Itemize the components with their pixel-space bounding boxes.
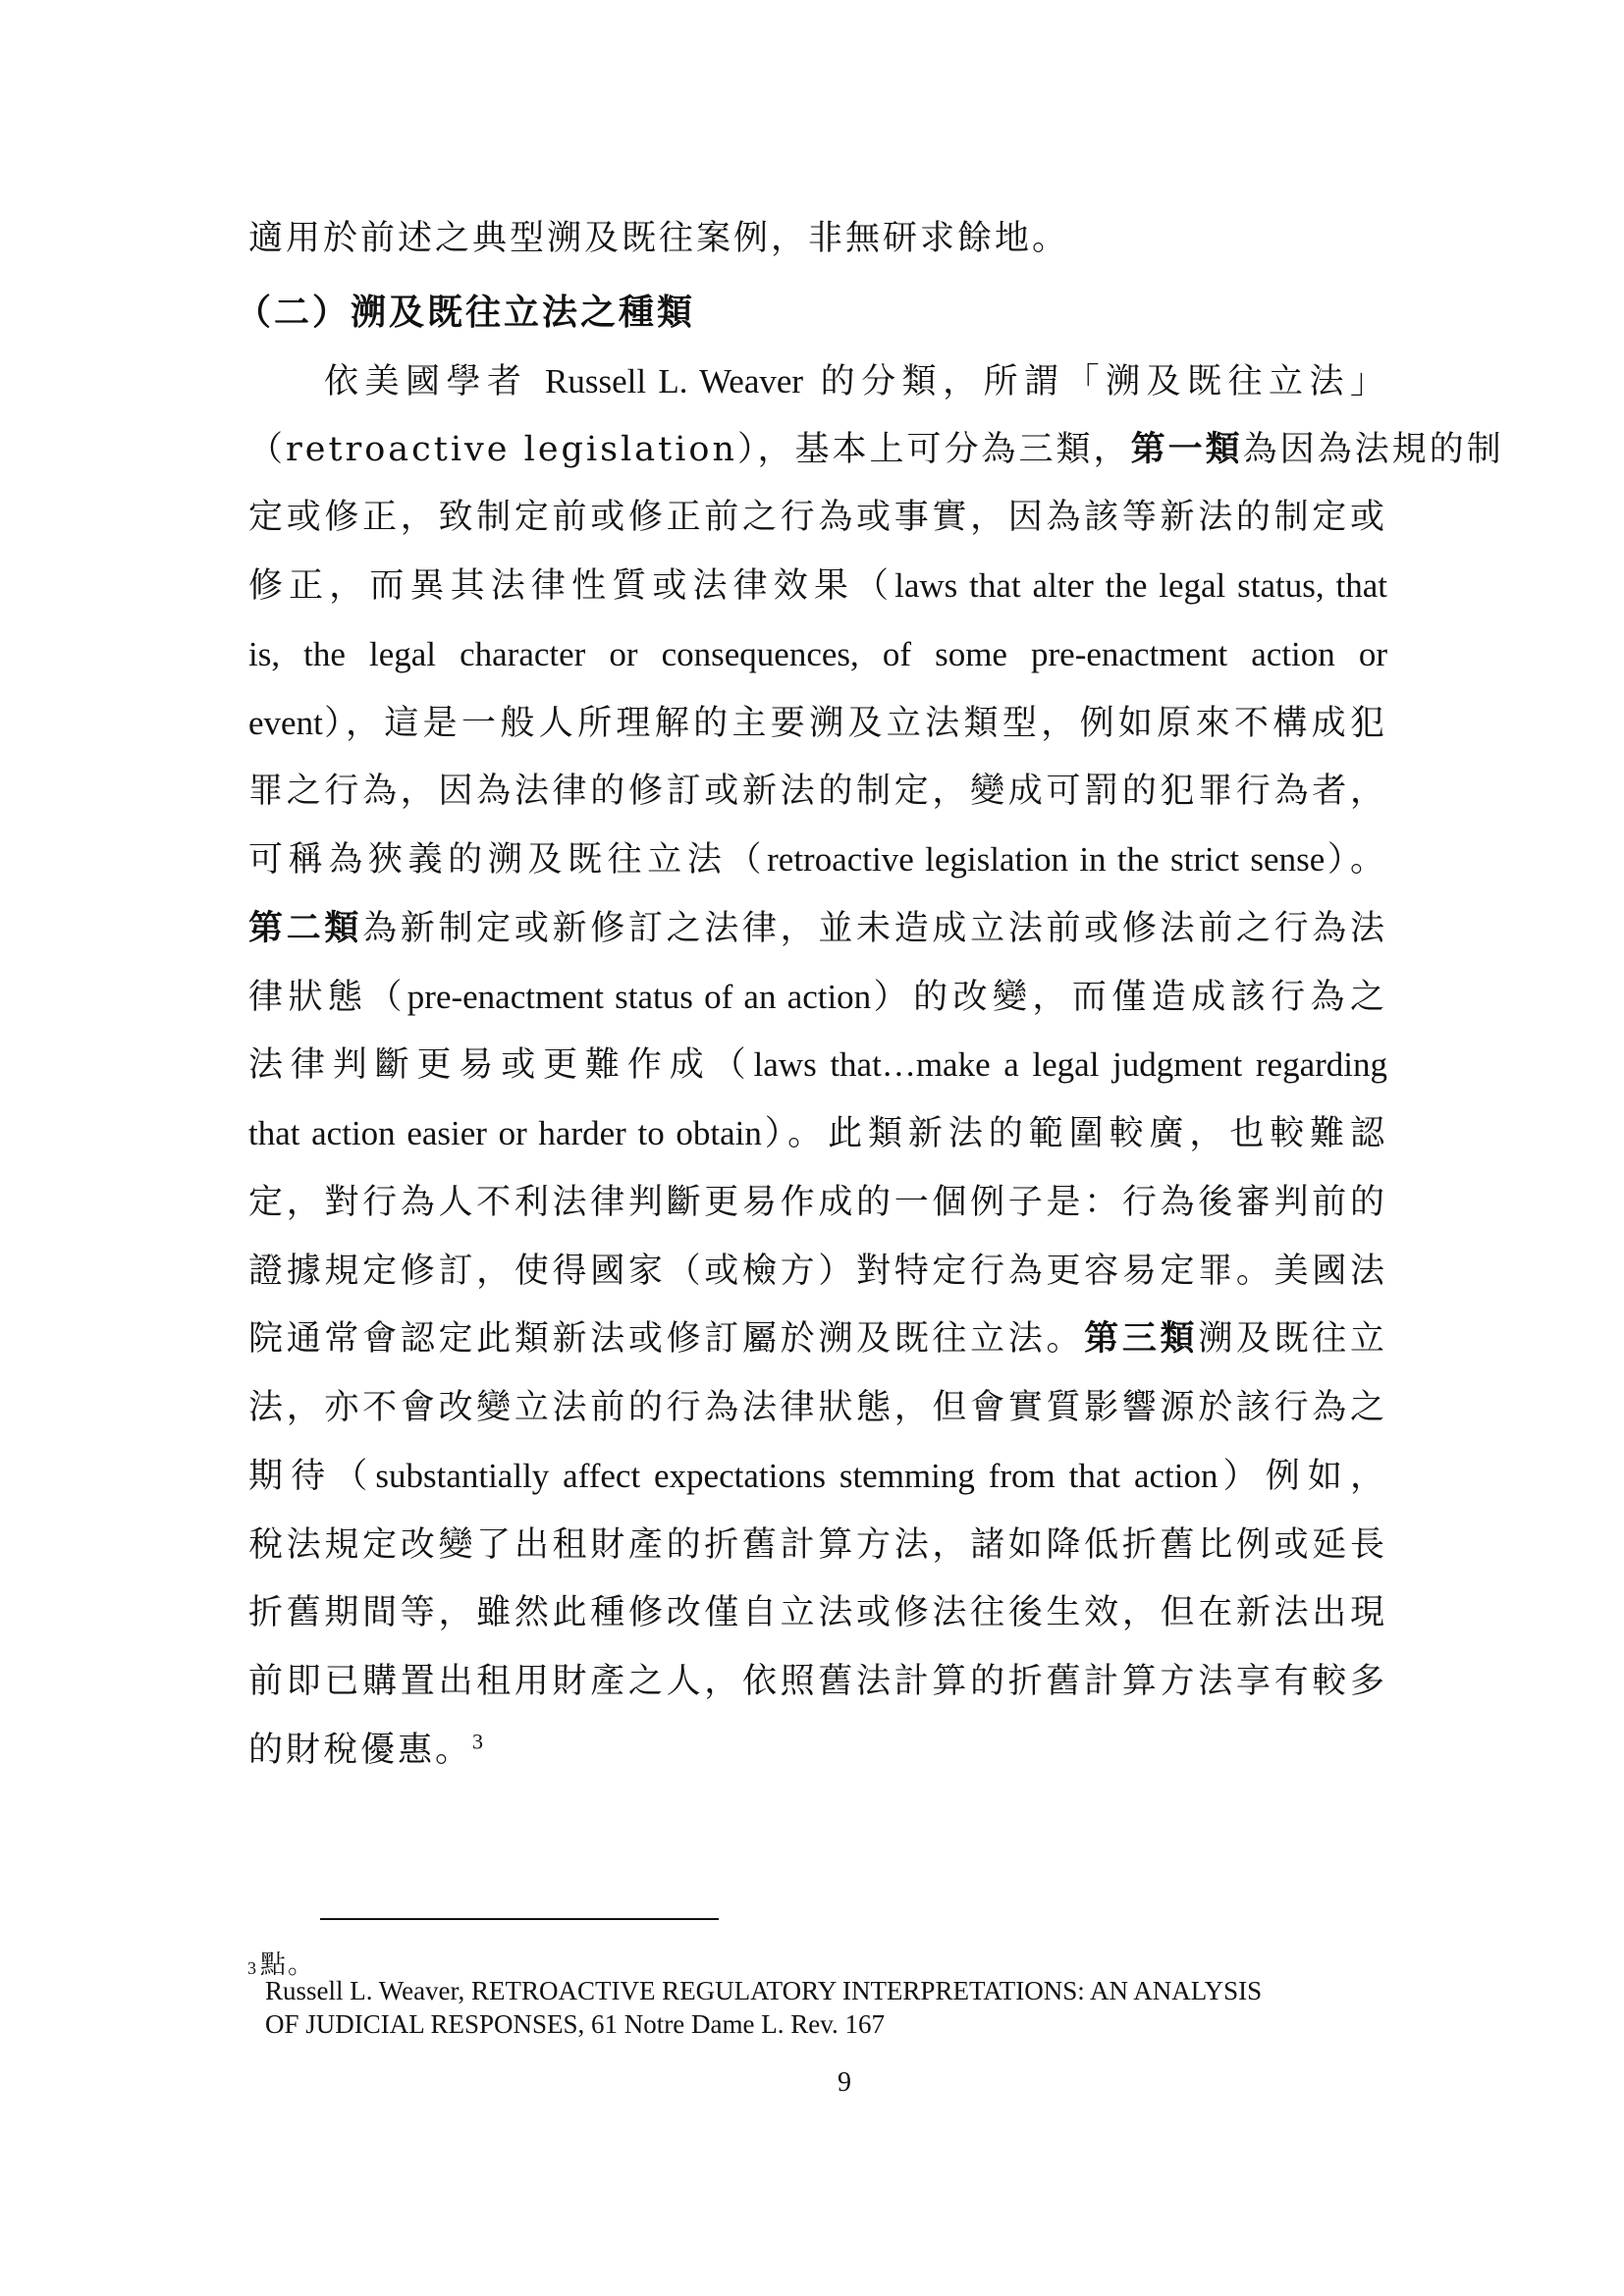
text-run: 為新制定或新修訂之法律，並未造成立法前或修法前之行為法 xyxy=(362,909,1387,948)
footnote-text: OF JUDICIAL RESPONSES, 61 Notre Dame L. Rev. 167 xyxy=(265,2009,885,2039)
paragraph-line xyxy=(324,357,1387,406)
paragraph-line: 定，對行為人不利法律判斷更易作成的一個例子是：行為後審判前的 xyxy=(248,1183,1387,1222)
page-number: 9 xyxy=(838,2067,851,2098)
text-run: 依美國學者 xyxy=(324,362,528,401)
footnote-marker: 3 xyxy=(247,1958,256,1978)
paragraph-line xyxy=(248,1726,1387,1775)
paragraph-line xyxy=(248,425,1504,474)
paragraph-line xyxy=(248,1041,1387,1090)
text-run: 院通常會認定此類新法或修訂屬於溯及既往立法。 xyxy=(248,1319,1085,1359)
text-run: 為因為法規的制 xyxy=(1242,430,1504,469)
text-run: 的分類，所謂「溯及既往立法」 xyxy=(820,362,1387,401)
footnote-separator xyxy=(320,1918,719,1920)
text-run: 可稱為狹義的溯及既往立法（ xyxy=(248,840,768,880)
paragraph-line xyxy=(248,835,1387,884)
text-run: ）。此類新法的範圍較廣，也較難認 xyxy=(761,1114,1387,1153)
paragraph-line: is, the legal character or consequences, of some pre-enactment action or xyxy=(248,635,1387,673)
text-run: （retroactive legislation），基本上可分為三類， xyxy=(248,430,1131,469)
text-run-latin: retroactive legislation in the strict sense xyxy=(767,840,1326,879)
text-run-latin: substantially affect expectations stemming from that action xyxy=(375,1457,1218,1495)
text-run: 期待（ xyxy=(248,1457,376,1496)
text-run-latin: laws that…make a legal judgment regarding xyxy=(753,1045,1387,1084)
text-run-latin: event xyxy=(248,704,323,742)
paragraph-line xyxy=(248,1452,1387,1501)
text-run: 修正，而異其法律性質或法律效果（ xyxy=(248,566,895,606)
paragraph-line: 前即已購置出租用財產之人，依照舊法計算的折舊計算方法享有較多 xyxy=(248,1662,1387,1701)
text-run: 法律判斷更易或更難作成（ xyxy=(248,1045,754,1085)
section-heading: （二）溯及既往立法之種類 xyxy=(236,292,696,333)
paragraph-line: 定或修正，致制定前或修正前之行為或事實，因為該等新法的制定或 xyxy=(248,498,1387,537)
author-name: Russell L. Weaver xyxy=(545,362,804,400)
paragraph-line: 證據規定修訂，使得國家（或檢方）對特定行為更容易定罪。美國法 xyxy=(248,1252,1387,1291)
text-run: ），這是一般人所理解的主要溯及立法類型，例如原來不構成犯 xyxy=(322,704,1387,743)
text-run: ）例如， xyxy=(1218,1457,1387,1496)
paragraph-line: 適用於前述之典型溯及既往案例，非無研求餘地。 xyxy=(248,219,1070,258)
paragraph-line: 稅法規定改變了出租財產的折舊計算方法，諸如降低折舊比例或延長 xyxy=(248,1525,1387,1565)
footnote-continuation: 點。 xyxy=(260,1950,316,1980)
text-run: ）的改變，而僅造成該行為之 xyxy=(871,978,1387,1017)
text-run: 的財稅優惠。 xyxy=(248,1731,473,1770)
paragraph-line: 折舊期間等，雖然此種修改僅自立法或修法往後生效，但在新法出現 xyxy=(248,1593,1387,1632)
paragraph-line xyxy=(248,699,1387,748)
paragraph-line: 法，亦不會改變立法前的行為法律狀態，但會實質影響源於該行為之 xyxy=(248,1388,1387,1427)
text-run-latin: laws that alter the legal status, that xyxy=(894,566,1387,605)
category-one-label: 第一類 xyxy=(1130,429,1243,469)
paragraph-line xyxy=(248,1109,1387,1158)
footnote-text: Russell L. Weaver, RETROACTIVE REGULATORY INTERPRETATIONS: AN ANALYSIS xyxy=(265,1976,1263,2005)
category-two-label: 第二類 xyxy=(248,908,363,948)
paragraph-line xyxy=(248,973,1387,1022)
paragraph-line xyxy=(248,1314,1387,1363)
footnote-reference[interactable]: 3 xyxy=(472,1729,484,1754)
text-run: ）。 xyxy=(1325,840,1387,880)
category-three-label: 第三類 xyxy=(1084,1318,1199,1359)
text-run: 律狀態（ xyxy=(248,978,407,1017)
text-run-latin: that action easier or harder to obtain xyxy=(248,1114,762,1152)
text-run-latin: pre-enactment status of an action xyxy=(406,978,872,1016)
text-run: 溯及既往立 xyxy=(1198,1319,1387,1359)
paragraph-line: 罪之行為，因為法律的修訂或新法的制定，變成可罰的犯罪行為者， xyxy=(248,772,1387,811)
paragraph-line xyxy=(248,904,1387,953)
paragraph-line xyxy=(248,561,1387,611)
